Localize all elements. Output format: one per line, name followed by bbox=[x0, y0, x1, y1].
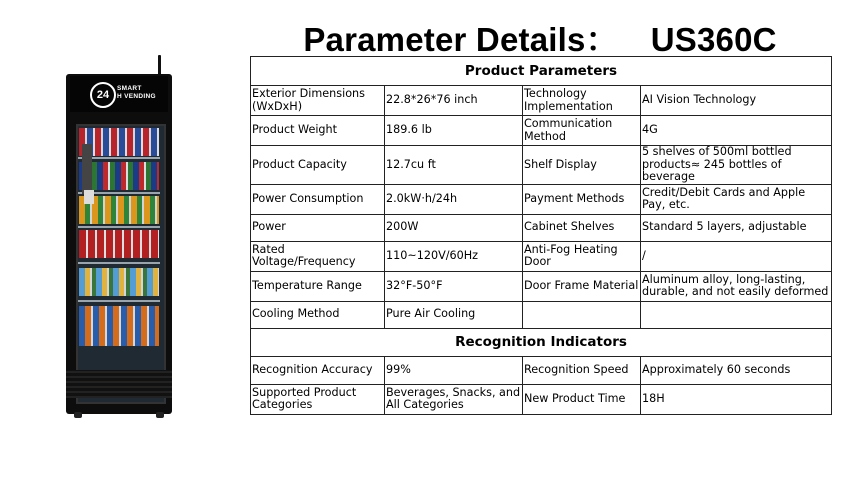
param-value: 4G bbox=[641, 116, 832, 146]
shelf-products bbox=[79, 230, 159, 258]
param-label: Technology Implementation bbox=[523, 86, 641, 116]
model-number: US360C bbox=[650, 21, 777, 58]
shelf bbox=[78, 226, 160, 228]
param-value: 12.7cu ft bbox=[385, 146, 523, 185]
foot bbox=[156, 412, 164, 418]
param-value: Aluminum alloy, long-lasting, durable, and not easily deformed bbox=[641, 271, 832, 301]
section-heading-product-parameters: Product Parameters bbox=[251, 57, 832, 86]
param-label: Temperature Range bbox=[251, 271, 385, 301]
foot bbox=[74, 412, 82, 418]
param-value: AI Vision Technology bbox=[641, 86, 832, 116]
title-text: Parameter Details： bbox=[303, 21, 619, 58]
param-value: 18H bbox=[641, 384, 832, 414]
side-screen bbox=[82, 144, 92, 194]
param-label: New Product Time bbox=[523, 384, 641, 414]
param-value: Standard 5 layers, adjustable bbox=[641, 214, 832, 241]
shelf-products bbox=[79, 268, 159, 296]
logo-24-icon: 24 bbox=[90, 82, 116, 108]
param-value: 2.0kW·h/24h bbox=[385, 184, 523, 214]
param-label: Power bbox=[251, 214, 385, 241]
kick-plate bbox=[66, 370, 172, 398]
param-label: Cooling Method bbox=[251, 301, 385, 328]
payment-reader bbox=[84, 190, 94, 204]
param-value: 32°F-50°F bbox=[385, 271, 523, 301]
param-label: Payment Methods bbox=[523, 184, 641, 214]
param-label: Exterior Dimensions (WxDxH) bbox=[251, 86, 385, 116]
param-label: Door Frame Material bbox=[523, 271, 641, 301]
param-value: 110~120V/60Hz bbox=[385, 241, 523, 271]
param-label: Product Capacity bbox=[251, 146, 385, 185]
logo-text bbox=[117, 85, 156, 101]
shelf-products bbox=[79, 306, 159, 346]
param-label: Power Consumption bbox=[251, 184, 385, 214]
param-label: Shelf Display bbox=[523, 146, 641, 185]
param-value: / bbox=[641, 241, 832, 271]
shelf bbox=[78, 300, 160, 302]
param-label: Recognition Accuracy bbox=[251, 356, 385, 384]
param-value: Pure Air Cooling bbox=[385, 301, 523, 328]
shelf bbox=[78, 262, 160, 264]
parameter-table bbox=[250, 56, 832, 415]
section-heading-recognition-indicators: Recognition Indicators bbox=[251, 328, 832, 356]
param-label: Cabinet Shelves bbox=[523, 214, 641, 241]
param-value: 200W bbox=[385, 214, 523, 241]
param-value: 22.8*26*76 inch bbox=[385, 86, 523, 116]
param-label: Rated Voltage/Frequency bbox=[251, 241, 385, 271]
logo-line-2: H VENDING bbox=[117, 93, 156, 100]
param-value: Credit/Debit Cards and Apple Pay, etc. bbox=[641, 184, 832, 214]
param-value: 99% bbox=[385, 356, 523, 384]
param-value bbox=[641, 301, 832, 328]
param-label: Supported Product Categories bbox=[251, 384, 385, 414]
vending-machine-illustration bbox=[60, 52, 178, 432]
page-title bbox=[250, 14, 830, 61]
param-label: Communication Method bbox=[523, 116, 641, 146]
param-label: Recognition Speed bbox=[523, 356, 641, 384]
param-value: 189.6 lb bbox=[385, 116, 523, 146]
param-label bbox=[523, 301, 641, 328]
param-label: Product Weight bbox=[251, 116, 385, 146]
param-value: Beverages, Snacks, and All Categories bbox=[385, 384, 523, 414]
param-label: Anti-Fog Heating Door bbox=[523, 241, 641, 271]
param-value: 5 shelves of 500ml bottled products≈ 245 bottles of beverage bbox=[641, 146, 832, 185]
logo-line-1: SMART bbox=[117, 85, 142, 92]
param-value: Approximately 60 seconds bbox=[641, 356, 832, 384]
